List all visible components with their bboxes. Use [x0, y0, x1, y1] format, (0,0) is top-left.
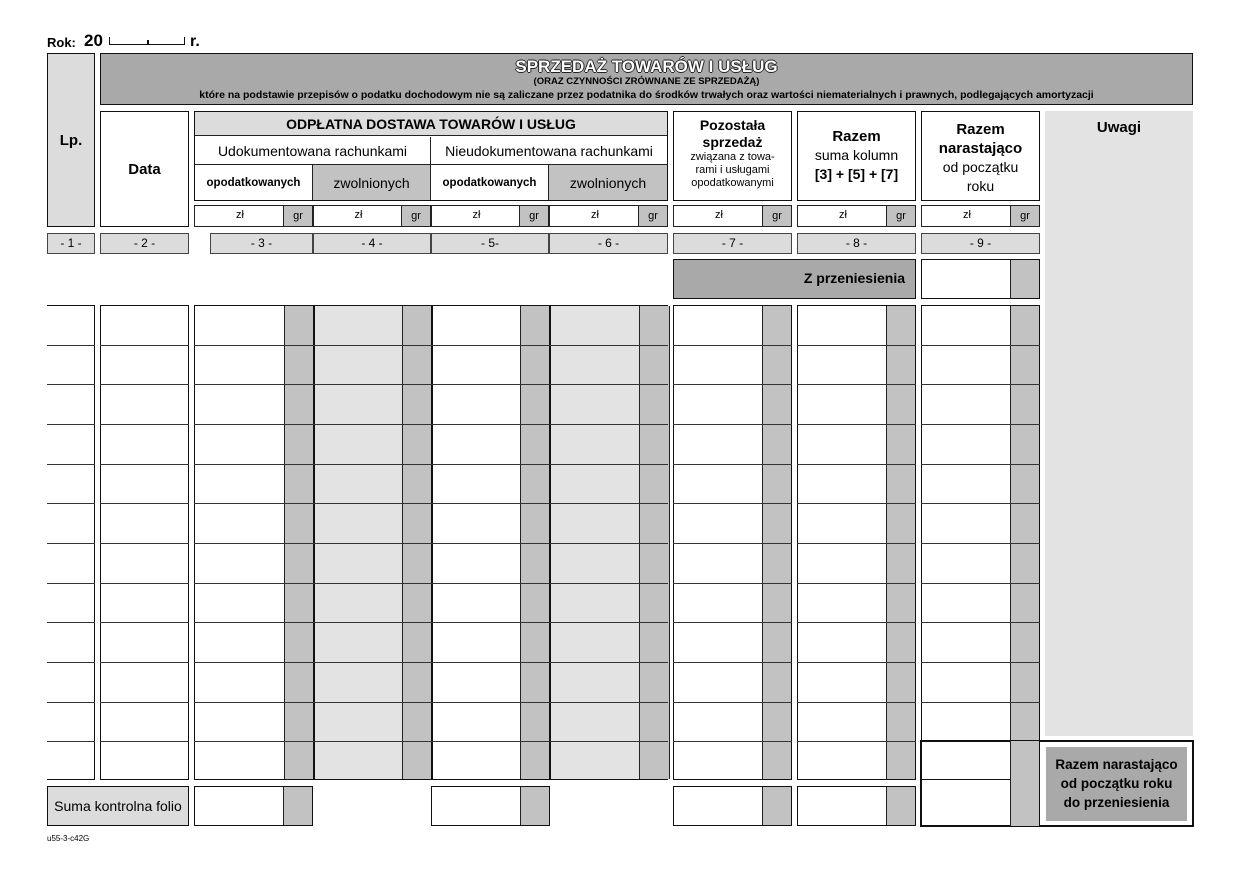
suma-kontrolna-input-3[interactable]	[673, 786, 792, 826]
col9-desc-2: roku	[966, 178, 995, 194]
column-number-7: - 7 -	[673, 233, 792, 254]
unit-cell-3	[194, 205, 313, 227]
row-line	[797, 622, 916, 623]
razem-footer-line-3: do przeniesienia	[1063, 795, 1170, 810]
row-line	[797, 702, 916, 703]
unit-gr: gr	[638, 206, 667, 226]
row-line	[47, 741, 95, 742]
row-line	[673, 622, 792, 623]
row-line	[100, 622, 189, 623]
row-line	[100, 702, 189, 703]
row-line	[100, 543, 189, 544]
row-line	[194, 384, 668, 385]
row-line	[673, 464, 792, 465]
unit-zl: zł	[839, 209, 847, 221]
col6-sub-label: zwolnionych	[569, 174, 647, 191]
gr-stripe	[762, 787, 791, 825]
row-line	[797, 662, 916, 663]
row-line	[100, 503, 189, 504]
year-input[interactable]	[109, 37, 185, 45]
row-line	[100, 345, 189, 346]
odplatna-label: ODPŁATNA DOSTAWA TOWARÓW I USŁUG	[286, 115, 576, 132]
row-line	[673, 503, 792, 504]
suma-kontrolna-label-box	[47, 786, 189, 826]
row-line	[194, 424, 668, 425]
razem-footer-input[interactable]	[921, 741, 1040, 826]
row-line	[797, 741, 916, 742]
nieudok-header	[431, 137, 667, 165]
unit-gr: gr	[283, 206, 312, 226]
row-line	[100, 583, 189, 584]
col3-sub-header	[195, 165, 313, 200]
col4-sub-label: zwolnionych	[333, 174, 410, 191]
unit-gr: gr	[519, 206, 548, 226]
column-number-4: - 4 -	[313, 233, 431, 254]
row-line	[47, 662, 95, 663]
column-number-5: - 5-	[431, 233, 549, 254]
col7-desc-3: opodatkowanymi	[691, 177, 774, 189]
row-line	[673, 702, 792, 703]
col8-formula: [3] + [5] + [7]	[814, 166, 899, 182]
title-sub: (ORAZ CZYNNOŚCI ZRÓWNANE ZE SPRZEDAŻĄ)	[533, 76, 760, 87]
row-line	[194, 622, 668, 623]
row-line	[921, 345, 1040, 346]
col9-title-1: Razem	[956, 121, 1005, 138]
unit-cell-4	[313, 205, 431, 227]
z-przeniesienia-label-box	[673, 259, 916, 299]
razem-footer-label-box	[1046, 747, 1187, 821]
suma-kontrolna-input-1[interactable]	[194, 786, 313, 826]
unit-zl: zł	[236, 209, 244, 221]
udok-label: Udokumentowana rachunkami	[217, 142, 408, 159]
row-line	[797, 583, 916, 584]
row-line	[47, 583, 95, 584]
data-header	[100, 111, 189, 227]
row-line	[673, 662, 792, 663]
row-line	[921, 702, 1040, 703]
title-band	[100, 53, 1193, 105]
column-number-1: - 1 -	[47, 233, 95, 254]
col7-title-2: sprzedaż	[702, 134, 763, 150]
col5-sub-label: opodatkowanych	[442, 176, 537, 189]
row-line	[673, 345, 792, 346]
col8-header	[797, 111, 916, 201]
year-prefix: 20	[84, 31, 103, 50]
unit-zl: zł	[963, 209, 971, 221]
row-line	[797, 464, 916, 465]
gr-stripe	[283, 787, 312, 825]
unit-zl: zł	[715, 209, 723, 221]
row-line	[194, 662, 668, 663]
row-line	[673, 543, 792, 544]
razem-footer-line-1: Razem narastająco	[1055, 757, 1178, 772]
nieudok-label: Nieudokumentowana rachunkami	[445, 142, 653, 159]
row-line	[100, 464, 189, 465]
row-line	[921, 583, 1040, 584]
row-line	[47, 424, 95, 425]
uwagi-column[interactable]	[1045, 111, 1193, 736]
row-line	[47, 464, 95, 465]
suma-kontrolna-input-2[interactable]	[431, 786, 550, 826]
razem-footer-line-2: od początku roku	[1060, 776, 1173, 791]
suma-kontrolna-label: Suma kontrolna folio	[54, 798, 182, 814]
unit-cell-9	[921, 205, 1040, 227]
row-line	[194, 464, 668, 465]
unit-cell-8	[797, 205, 916, 227]
uwagi-label: Uwagi	[1096, 119, 1142, 136]
row-line	[100, 741, 189, 742]
row-line	[100, 424, 189, 425]
col7-desc-1: związana z towa-	[690, 151, 775, 163]
col8-title: Razem	[832, 128, 881, 145]
odplatna-header	[195, 112, 667, 136]
unit-gr: gr	[401, 206, 430, 226]
row-line	[194, 741, 668, 742]
col3-sub-label: opodatkowanych	[206, 176, 301, 189]
unit-gr: gr	[1010, 206, 1039, 226]
col8-desc: suma kolumn	[814, 147, 899, 163]
row-line	[47, 702, 95, 703]
suma-kontrolna-input-4[interactable]	[797, 786, 916, 826]
row-line	[921, 464, 1040, 465]
row-line	[797, 503, 916, 504]
col4-sub-header	[313, 165, 431, 200]
column-number-9: - 9 -	[921, 233, 1040, 254]
col5-sub-header	[431, 165, 549, 200]
col7-title-1: Pozostała	[699, 117, 766, 133]
row-line	[673, 424, 792, 425]
row-line	[797, 543, 916, 544]
unit-gr: gr	[886, 206, 915, 226]
row-line	[100, 662, 189, 663]
year-suffix: r.	[190, 33, 200, 50]
col9-desc-1: od początku	[942, 159, 1019, 175]
unit-zl: zł	[591, 209, 599, 221]
row-line	[921, 622, 1040, 623]
row-line	[194, 503, 668, 504]
row-line	[47, 384, 95, 385]
title-main: SPRZEDAŻ TOWARÓW I USŁUG	[515, 57, 778, 76]
row-line	[921, 503, 1040, 504]
col9-title-2: narastająco	[938, 140, 1023, 157]
row-line	[673, 583, 792, 584]
unit-zl: zł	[354, 209, 363, 221]
row-line	[673, 741, 792, 742]
unit-cell-5	[431, 205, 549, 227]
gr-stripe	[886, 787, 915, 825]
unit-cell-7	[673, 205, 792, 227]
udok-header	[195, 137, 431, 165]
column-number-2: - 2 -	[100, 233, 189, 254]
row-line	[921, 543, 1040, 544]
row-line	[194, 583, 668, 584]
gr-stripe	[520, 787, 549, 825]
row-line	[921, 662, 1040, 663]
form-code: u55-3-c42G	[47, 834, 90, 843]
col9-header	[921, 111, 1040, 201]
unit-cell-6	[549, 205, 668, 227]
row-line	[100, 384, 189, 385]
row-line	[673, 384, 792, 385]
row-line	[797, 424, 916, 425]
column-number-6: - 6 -	[549, 233, 668, 254]
row-line	[47, 503, 95, 504]
row-line	[194, 345, 668, 346]
col7-desc-2: rami i usługami	[695, 164, 770, 176]
column-number-8: - 8 -	[797, 233, 916, 254]
row-line	[797, 384, 916, 385]
row-line	[194, 702, 668, 703]
data-header-label: Data	[128, 160, 161, 178]
year-label: Rok:	[47, 35, 76, 50]
title-desc: które na podstawie przepisów o podatku dochodowym nie są zaliczane przez podatnika do środków trwałych oraz wartości niematerialnych i prawnych, podlegających amortyzacji	[199, 89, 1094, 101]
row-line	[47, 543, 95, 544]
column-number-3: - 3 -	[210, 233, 313, 254]
z-przeniesienia-label: Z przeniesienia	[803, 270, 905, 286]
row-line	[797, 345, 916, 346]
unit-gr: gr	[762, 206, 791, 226]
row-line	[194, 543, 668, 544]
lp-header	[47, 53, 95, 227]
unit-zl: zł	[472, 209, 481, 221]
row-line	[921, 384, 1040, 385]
row-line	[47, 345, 95, 346]
lp-header-label: Lp.	[59, 131, 83, 149]
col7-header	[673, 111, 792, 201]
row-line	[921, 424, 1040, 425]
col6-sub-header	[549, 165, 667, 200]
row-line	[47, 622, 95, 623]
z-przeniesienia-input[interactable]	[921, 259, 1040, 299]
